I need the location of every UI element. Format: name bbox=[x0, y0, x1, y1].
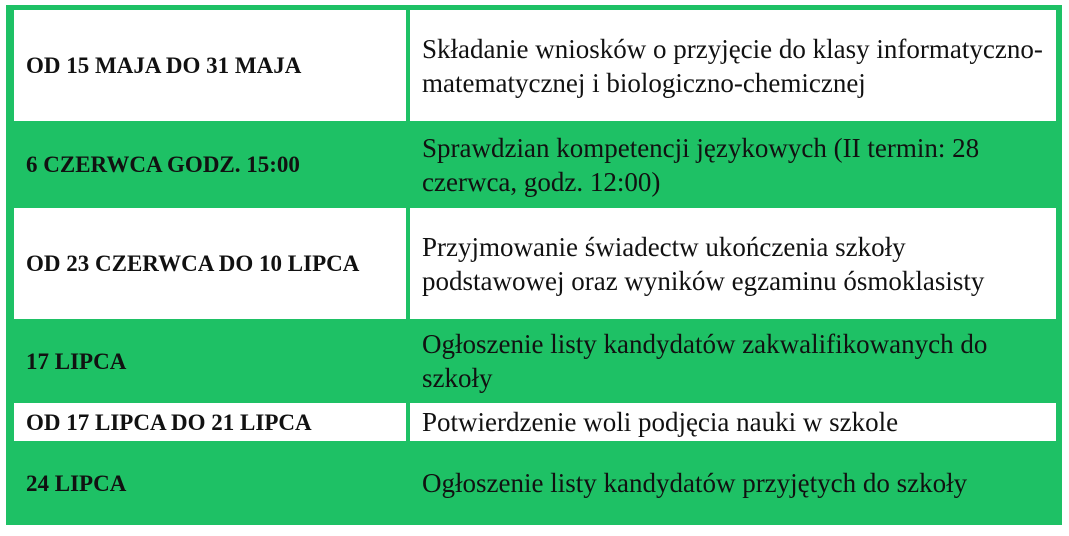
schedule-description: Przyjmowanie świadectw ukończenia szkoły podstawowej oraz wyników egzaminu ósmoklasisty bbox=[410, 208, 1056, 319]
schedule-date: 24 LIPCA bbox=[14, 445, 406, 521]
schedule-description: Ogłoszenie listy kandydatów zakwalifikowanych do szkoły bbox=[410, 323, 1056, 399]
schedule-row bbox=[6, 445, 1062, 521]
schedule-description: Potwierdzenie woli podjęcia nauki w szkole bbox=[410, 403, 1056, 441]
schedule-date: 17 LIPCA bbox=[14, 323, 406, 399]
schedule-row bbox=[6, 10, 1062, 121]
schedule-row bbox=[6, 403, 1062, 441]
schedule-date: OD 15 MAJA DO 31 MAJA bbox=[14, 10, 406, 121]
schedule-date: 6 CZERWCA GODZ. 15:00 bbox=[14, 125, 406, 204]
schedule-description: Składanie wniosków o przyjęcie do klasy informatyczno-matematycznej i biologiczno-chemicznej bbox=[410, 10, 1056, 121]
schedule-row bbox=[6, 208, 1062, 319]
schedule-row bbox=[6, 323, 1062, 399]
schedule-date: OD 17 LIPCA DO 21 LIPCA bbox=[14, 403, 406, 441]
schedule-description: Sprawdzian kompetencji językowych (II termin: 28 czerwca, godz. 12:00) bbox=[410, 125, 1056, 204]
schedule-description: Ogłoszenie listy kandydatów przyjętych do szkoły bbox=[410, 445, 1056, 521]
recruitment-schedule-table bbox=[6, 5, 1062, 525]
schedule-row bbox=[6, 125, 1062, 204]
schedule-date: OD 23 CZERWCA DO 10 LIPCA bbox=[14, 208, 406, 319]
